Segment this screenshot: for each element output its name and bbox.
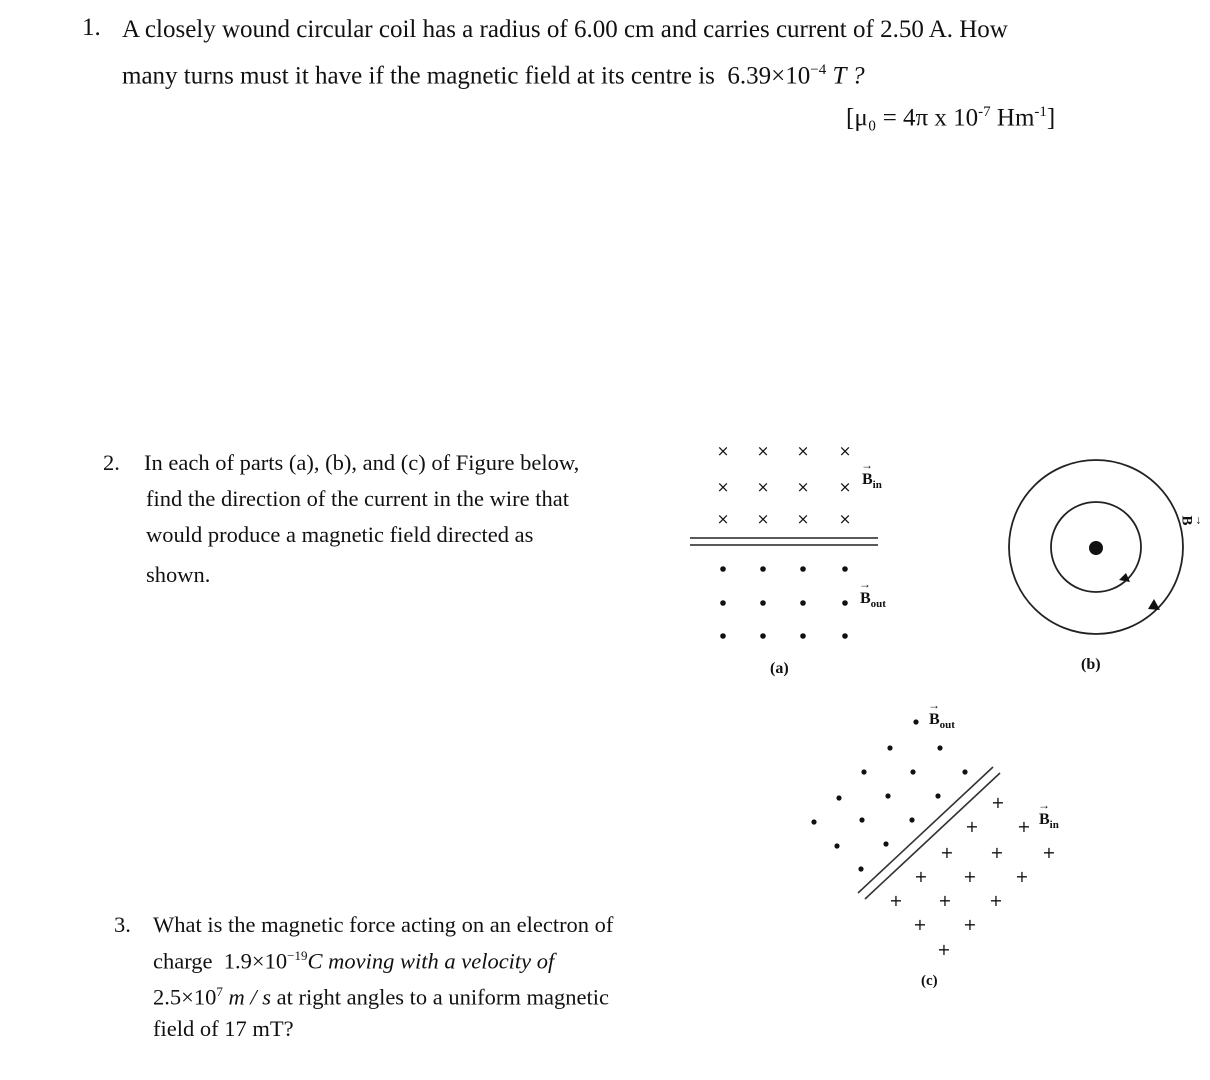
cross-mark: × xyxy=(838,510,852,528)
question-3-line-4: field of 17 mT? xyxy=(153,1016,294,1041)
velocity-exponent: 7 xyxy=(216,984,223,999)
dot-mark xyxy=(800,566,806,572)
cross-mark: × xyxy=(796,478,810,496)
dot-mark xyxy=(935,793,940,798)
question-3-line-2 xyxy=(153,948,554,975)
velocity-unit: m / s xyxy=(228,984,271,1010)
plus-mark: + xyxy=(989,891,1003,910)
dot-mark xyxy=(842,633,848,639)
cross-mark: × xyxy=(796,510,810,528)
dot-mark xyxy=(760,600,766,606)
field-out-of-page-dots xyxy=(720,566,848,639)
constant-close: ] xyxy=(1046,104,1056,132)
dot-mark xyxy=(842,600,848,606)
wire-c-line-right xyxy=(865,773,1000,899)
question-1-line-1: A closely wound circular coil has a radius of 6.00 cm and carries current of 2.50 A. How xyxy=(122,16,1008,43)
dot-mark xyxy=(720,633,726,639)
plus-mark: + xyxy=(938,891,952,910)
b-in-vector-a: → $B_{in}$ xyxy=(862,471,882,491)
dot-mark xyxy=(910,769,915,774)
cross-mark: × xyxy=(716,478,730,496)
plus-mark: + xyxy=(937,940,951,959)
constant-exponent: -7 xyxy=(978,104,991,120)
dot-mark xyxy=(760,633,766,639)
b-out-label-a xyxy=(860,590,886,610)
constant-unit: Hm xyxy=(990,104,1035,132)
dot-mark xyxy=(760,566,766,572)
dot-mark xyxy=(883,841,888,846)
plus-mark: + xyxy=(965,817,979,836)
plus-mark: + xyxy=(963,867,977,886)
plus-mark: + xyxy=(990,843,1004,862)
wire-b-cross-section xyxy=(1089,541,1103,555)
field-into-page-crosses xyxy=(717,442,852,528)
figure-label-a: (a) xyxy=(770,660,789,677)
plus-mark: + xyxy=(914,867,928,886)
cross-mark: × xyxy=(756,478,770,496)
dot-mark xyxy=(909,817,914,822)
cross-mark: × xyxy=(756,510,770,528)
question-2-line-2: find the direction of the current in the wire that xyxy=(146,486,569,511)
dot-mark xyxy=(811,819,816,824)
b-label-b xyxy=(1178,515,1195,525)
b-vector-b: → B xyxy=(1178,515,1195,525)
plus-mark: + xyxy=(889,891,903,910)
dot-mark xyxy=(859,817,864,822)
question-1-number: 1. xyxy=(82,14,101,41)
dot-mark xyxy=(800,600,806,606)
field-exponent: −4 xyxy=(810,62,827,78)
question-2-number: 2. xyxy=(103,450,120,475)
dot-mark xyxy=(885,793,890,798)
plus-mark: + xyxy=(913,915,927,934)
plus-mark: + xyxy=(1015,867,1029,886)
cross-mark: × xyxy=(756,442,770,460)
question-3-line-3 xyxy=(153,984,609,1011)
question-3-line-2-rest: C moving with a velocity of xyxy=(307,948,555,974)
question-2-line-4: shown. xyxy=(146,562,211,587)
constant-text: [μ₀ = 4π x 10 xyxy=(846,104,979,132)
dot-mark xyxy=(720,600,726,606)
dot-mark xyxy=(913,719,918,724)
b-out-vector-a: → $B_{out}$ xyxy=(860,590,886,610)
velocity-value: 2.5×10 xyxy=(153,984,217,1010)
plus-mark: + xyxy=(963,915,977,934)
field-unit: T ? xyxy=(832,62,865,90)
cross-mark: × xyxy=(716,510,730,528)
wire-a xyxy=(690,538,878,545)
dot-mark xyxy=(937,745,942,750)
dot-mark xyxy=(962,769,967,774)
question-2-line-1: In each of parts (a), (b), and (c) of Figure below, xyxy=(144,450,580,475)
charge-label: charge xyxy=(153,948,213,974)
question-3-number: 3. xyxy=(114,912,131,937)
question-3-line-1: What is the magnetic force acting on an electron of xyxy=(153,912,614,937)
dot-mark xyxy=(800,633,806,639)
dot-mark xyxy=(834,843,839,848)
field-in-plus-c xyxy=(889,793,1055,959)
plus-mark: + xyxy=(940,843,954,862)
dot-mark xyxy=(720,566,726,572)
b-out-vector-c: → $B_{out}$ xyxy=(929,711,955,731)
b-in-vector-c: → $B_{in}$ xyxy=(1039,811,1059,831)
cross-mark: × xyxy=(838,478,852,496)
dot-mark xyxy=(836,795,841,800)
dot-mark xyxy=(842,566,848,572)
plus-mark: + xyxy=(1017,817,1031,836)
cross-mark: × xyxy=(838,442,852,460)
plus-mark: + xyxy=(991,793,1005,812)
question-3-line-3-rest: at right angles to a uniform magnetic xyxy=(276,984,609,1010)
constant-unit-exponent: -1 xyxy=(1034,104,1047,120)
b-in-label-a xyxy=(862,471,882,491)
charge-value: 1.9×10 xyxy=(223,948,288,974)
dot-mark xyxy=(887,745,892,750)
dot-mark xyxy=(858,866,863,871)
figure-label-b: (b) xyxy=(1081,656,1101,673)
cross-mark: × xyxy=(716,442,730,460)
outer-circle-arrowhead xyxy=(1148,599,1160,610)
plus-mark: + xyxy=(1042,843,1056,862)
dot-mark xyxy=(861,769,866,774)
question-2-line-3: would produce a magnetic field directed as xyxy=(146,522,534,547)
b-out-label-c xyxy=(929,711,955,731)
question-1-line-2-text: many turns must it have if the magnetic field at its centre is xyxy=(122,62,715,90)
b-in-label-c xyxy=(1039,811,1059,831)
figure-label-c: (c) xyxy=(921,973,938,989)
charge-exponent: −19 xyxy=(287,948,308,963)
cross-mark: × xyxy=(796,442,810,460)
field-value: 6.39×10 xyxy=(727,62,811,90)
